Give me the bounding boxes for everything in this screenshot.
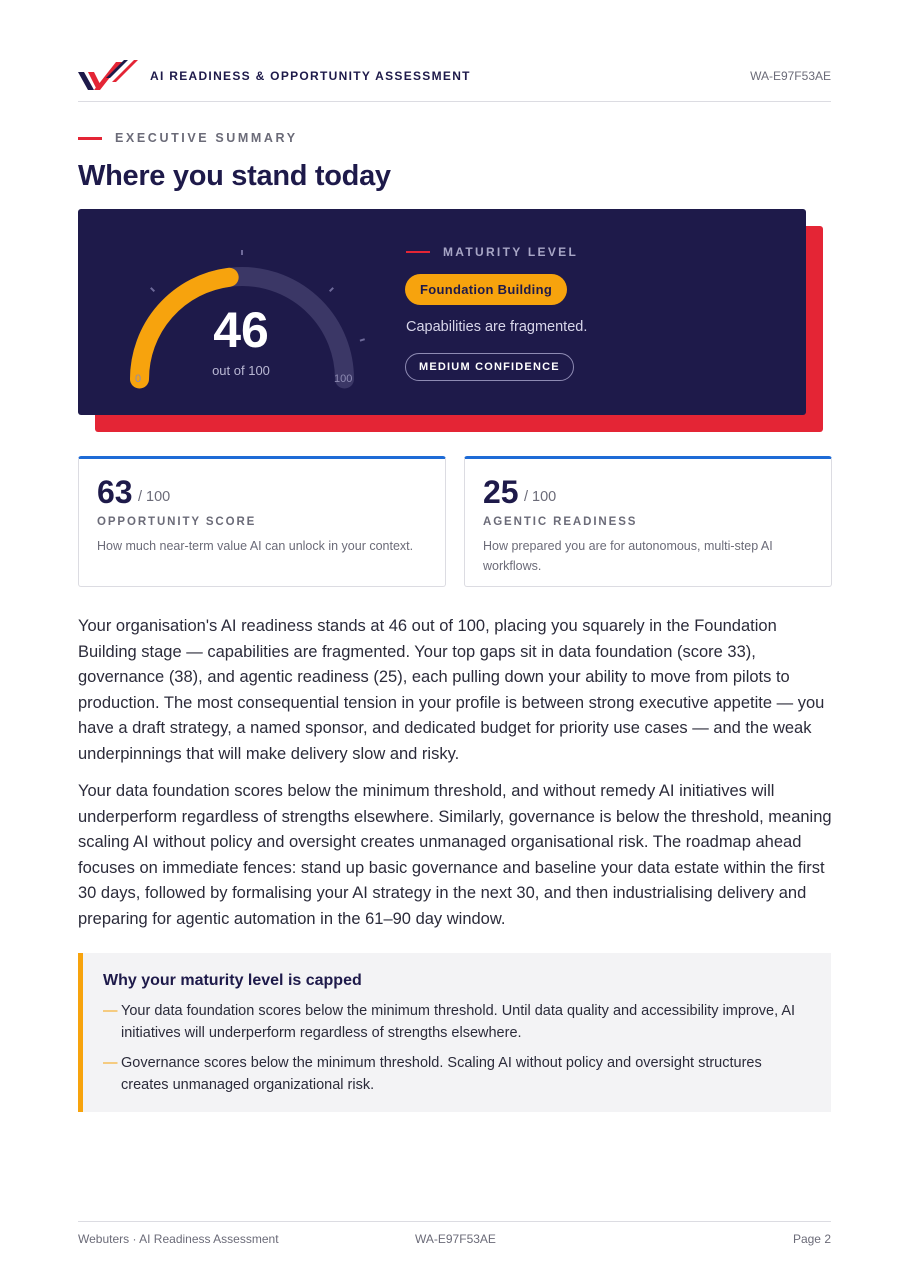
brand-title: AI READINESS & OPPORTUNITY ASSESSMENT	[150, 69, 471, 83]
bullet-dash: —	[103, 1055, 118, 1071]
footer-company: Webuters · AI Readiness Assessment	[78, 1232, 279, 1246]
callout-title: Why your maturity level is capped	[103, 972, 362, 989]
summary-paragraph: Your data foundation scores below the minimum threshold, and without remedy AI initiatives will underperform regardless of strengths elsewhere. Similarly, governance is below the threshold, meaning scaling AI without policy and oversight creates unmanaged organisational risk. The roadmap ahead focuses on immediate fences: stand up basic governance and baseline your data estate within the first 30 days, followed by formalising your AI strategy in the next 30, and then industrialising delivery and preparing for agentic automation in the 61–90 day window.	[78, 782, 832, 928]
section-eyebrow	[78, 131, 298, 145]
list-item	[103, 1052, 803, 1096]
gauge-tick	[151, 288, 155, 292]
page-number: Page 2	[792, 1232, 831, 1246]
opportunity-score-description: How much near-term value AI can unlock in your context.	[97, 539, 414, 553]
list-item	[103, 1000, 803, 1044]
list-item-text: Your data foundation scores below the minimum threshold. Until data quality and accessibility improve, AI initiatives will underperform regardless of strengths elsewhere.	[121, 1003, 796, 1041]
page-title: Where you stand today	[78, 160, 391, 192]
list-item-text: Governance scores below the minimum threshold. Scaling AI without policy and oversight structures creates unmanaged organizational risk.	[121, 1055, 762, 1093]
readiness-score-caption: out of 100	[212, 363, 270, 378]
gauge-max-label: 100	[334, 373, 353, 385]
summary-paragraph: Your organisation's AI readiness stands at 46 out of 100, placing you squarely in the Foundation Building stage — capabilities are fragmented. Your top gaps sit in data foundation (score 33), governance (38), and agentic readiness (25), each pulling down your ability to move from pilots to production. The most consequential tension in your profile is between strong executive appetite — you have a draft strategy, a named sponsor, and dedicated budget for priority use cases — and the weak underpinnings that will make delivery slow and risky.	[78, 617, 825, 763]
maturity-eyebrow-label: MATURITY LEVEL	[443, 245, 579, 259]
agentic-readiness-value: 25	[483, 474, 519, 510]
agentic-readiness-card	[464, 456, 832, 587]
agentic-readiness-max: / 100	[524, 489, 557, 505]
maturity-eyebrow	[406, 246, 578, 258]
maturity-cap-callout	[78, 953, 831, 1112]
callout-list	[103, 1000, 803, 1104]
agentic-readiness-description: How prepared you are for autonomous, multi-step AI workflows.	[483, 539, 773, 573]
confidence-badge: MEDIUM CONFIDENCE	[405, 353, 574, 381]
opportunity-score-max: / 100	[138, 489, 171, 505]
maturity-accent-bar	[406, 251, 430, 253]
agentic-readiness-label: AGENTIC READINESS	[483, 516, 638, 528]
brand-logo-icon	[78, 58, 138, 92]
hero-card	[78, 209, 806, 415]
gauge-tick	[330, 288, 334, 292]
eyebrow-accent-bar	[78, 137, 102, 140]
opportunity-score-value: 63	[97, 474, 133, 510]
maturity-description: Capabilities are fragmented.	[406, 319, 588, 335]
gauge-tick	[360, 339, 365, 341]
opportunity-score-card	[78, 456, 446, 587]
bullet-dash: —	[103, 1003, 118, 1019]
gauge-min-label: 0	[135, 373, 142, 385]
page-footer	[78, 1221, 831, 1251]
readiness-score: 46	[213, 302, 269, 358]
maturity-level-badge: Foundation Building	[405, 274, 567, 305]
document-id: WA-E97F53AE	[750, 69, 831, 83]
page-header	[78, 58, 831, 102]
section-eyebrow-label: EXECUTIVE SUMMARY	[115, 131, 298, 145]
footer-document-id: WA-E97F53AE	[415, 1232, 496, 1246]
opportunity-score-label: OPPORTUNITY SCORE	[97, 516, 257, 528]
